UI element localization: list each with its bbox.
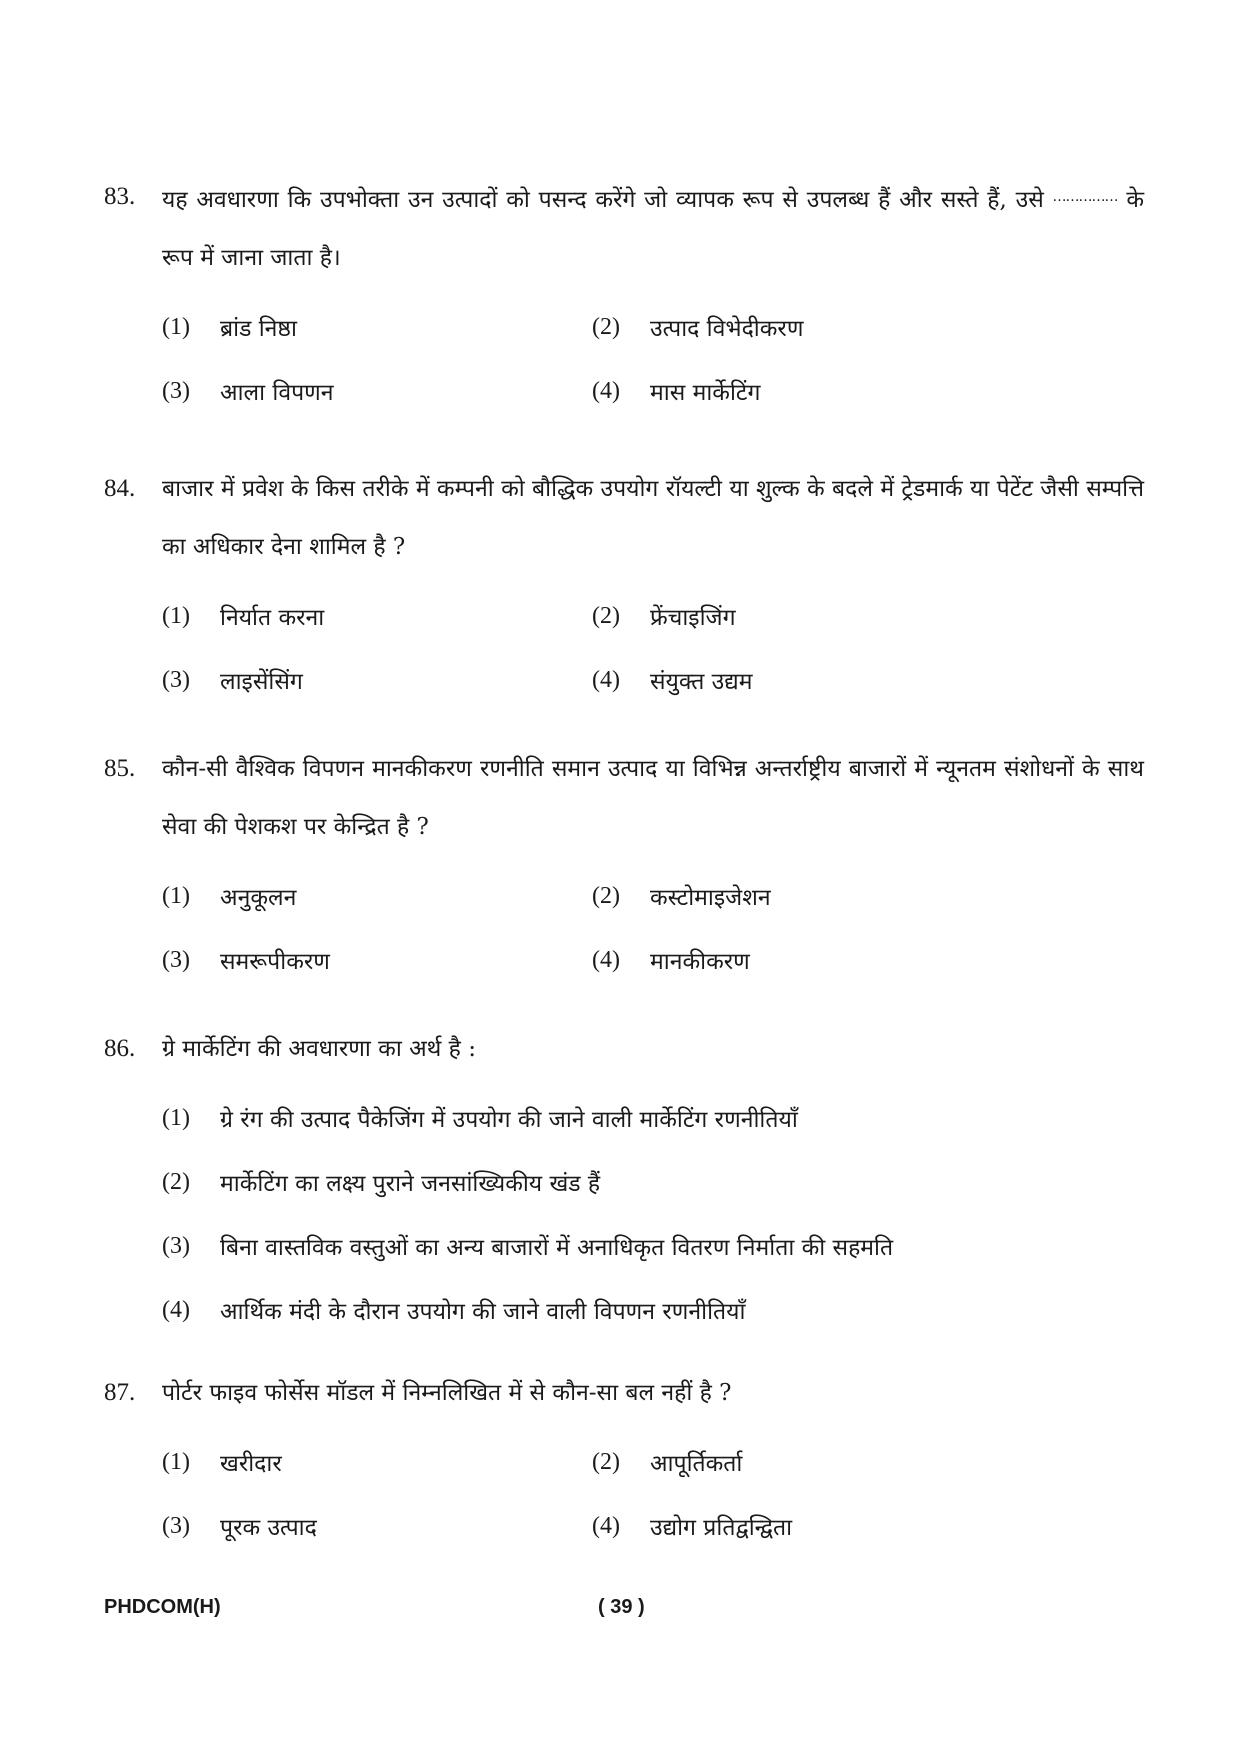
paper-code: PHDCOM(H) [104,1596,221,1618]
page-number: ( 39 ) [598,1596,645,1618]
question-text: यह अवधारणा कि उपभोक्ता उन उत्पादों को पसन्द करेंगे जो व्यापक रूप से उपलब्ध हैं और सस्ते हैं, उसे …………… के रूप में जाना जाता है। [162,187,1145,271]
question-number: 86. [104,1035,136,1062]
question-number: 85. [104,755,136,782]
option-1: (1) खरीदार [162,1448,282,1477]
options-list [162,295,1144,423]
option-4: (4) संयुक्त उद्यम [592,666,753,695]
options-list [162,1430,1144,1558]
question-text: पोर्टर फाइव फोर्सेस मॉडल में निम्नलिखित में से कौन-सा बल नहीं है ? [162,1380,732,1406]
option-3: (3) बिना वास्तविक वस्तुओं का अन्य बाजारों में अनाधिकृत वितरण निर्माता की सहमति [162,1232,894,1261]
question-83 [104,180,1144,423]
question-number: 84. [104,475,136,502]
blank-line: …………… [1052,189,1118,205]
option-1: (1) अनुकूलन [162,882,297,911]
option-4: (4) आर्थिक मंदी के दौरान उपयोग की जाने वाली विपणन रणनीतियाँ [162,1296,746,1325]
question-85 [104,752,1144,992]
option-2: (2) कस्टोमाइजेशन [592,882,771,911]
options-list [162,1086,1144,1342]
question-text: ग्रे मार्केटिंग की अवधारणा का अर्थ है : [162,1036,476,1062]
option-1: (1) निर्यात करना [162,602,325,631]
question-text: बाजार में प्रवेश के किस तरीके में कम्पनी को बौद्धिक उपयोग रॉयल्टी या शुल्क के बदले में ट्रेडमार्क या पेटेंट जैसी सम्पत्ति का अधिकार देना शामिल है ? [162,476,1144,560]
option-3: (3) लाइसेंसिंग [162,666,303,695]
option-2: (2) फ्रेंचाइजिंग [592,602,736,631]
option-3: (3) समरूपीकरण [162,946,330,975]
question-text: कौन-सी वैश्विक विपणन मानकीकरण रणनीति समान उत्पाद या विभिन्न अन्तर्राष्ट्रीय बाजारों में न्यूनतम संशोधनों के साथ सेवा की पेशकश पर केन्द्रित है ? [162,756,1144,840]
option-3: (3) आला विपणन [162,377,334,406]
option-4: (4) मानकीकरण [592,946,750,975]
option-2: (2) उत्पाद विभेदीकरण [592,313,804,342]
question-number: 83. [104,183,136,210]
option-1: (1) ब्रांड निष्ठा [162,313,297,342]
option-1: (1) ग्रे रंग की उत्पाद पैकेजिंग में उपयोग की जाने वाली मार्केटिंग रणनीतियाँ [162,1104,798,1133]
question-84 [104,472,1144,712]
question-87 [104,1376,1144,1558]
option-2: (2) आपूर्तिकर्ता [592,1448,743,1477]
question-number: 87. [104,1379,136,1406]
option-4: (4) मास मार्केटिंग [592,377,761,406]
options-list [162,584,1144,712]
option-3: (3) पूरक उत्पाद [162,1512,317,1541]
option-4: (4) उद्योग प्रतिद्वन्द्विता [592,1512,793,1541]
option-2: (2) मार्केटिंग का लक्ष्य पुराने जनसांख्यिकीय खंड हैं [162,1168,601,1197]
options-list [162,864,1144,992]
question-86 [104,1032,1144,1342]
